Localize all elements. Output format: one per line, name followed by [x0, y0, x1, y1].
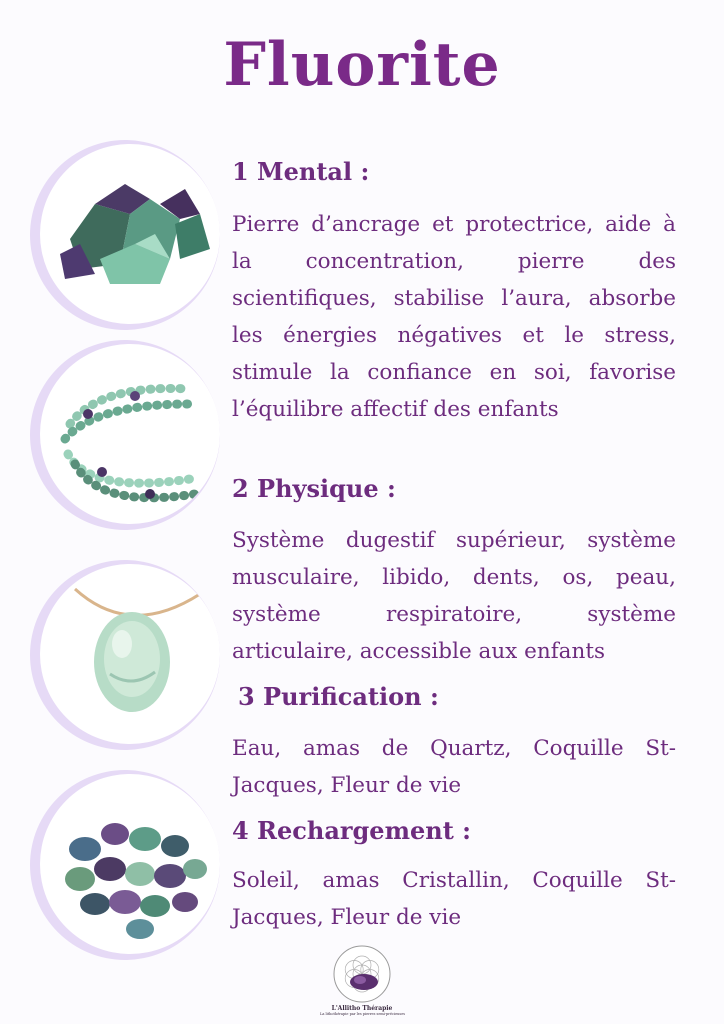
- fluorite-drop-pendant-image: [30, 560, 226, 756]
- brand-name: L'Allitho Thérapie: [331, 1005, 393, 1012]
- brand-logo: [320, 944, 406, 1016]
- bead-strand-icon: [40, 344, 220, 524]
- pendant-icon: [40, 564, 220, 744]
- section-heading-purification: 3 Purification :: [238, 682, 439, 711]
- section-heading-mental: 1 Mental :: [232, 157, 370, 186]
- brand-tagline: La lithothérapie par les pierres semi-précieuses: [320, 1012, 406, 1016]
- section-text-purification: Eau, amas de Quartz, Coquille St-Jacques, Fleur de vie: [232, 736, 676, 798]
- raw-fluorite-icon: [40, 144, 220, 324]
- section-heading-rechargement: 4 Rechargement :: [232, 816, 471, 845]
- tumbled-stones-icon: [40, 774, 220, 954]
- fluorite-bead-strand-image: [30, 340, 226, 536]
- page-title: Fluorite: [223, 30, 501, 100]
- flower-of-life-logo-icon: [332, 944, 392, 1004]
- section-text-physique: Système dugestif supérieur, système musculaire, libido, dents, os, peau, système respiratoire, système articulaire, accessible aux enfants: [232, 528, 676, 664]
- tumbled-fluorite-stones-image: [30, 770, 226, 966]
- section-text-mental: Pierre d’ancrage et protectrice, aide à la concentration, pierre des scientifiques, stabilise l’aura, absorbe les énergies négatives et le stress, stimule la confiance en soi, favorise l’équilibre affectif des enfants: [232, 212, 676, 422]
- section-text-rechargement: Soleil, amas Cristallin, Coquille St-Jacques, Fleur de vie: [232, 868, 676, 930]
- raw-fluorite-stones-image: [30, 140, 226, 336]
- section-heading-physique: 2 Physique :: [232, 474, 396, 503]
